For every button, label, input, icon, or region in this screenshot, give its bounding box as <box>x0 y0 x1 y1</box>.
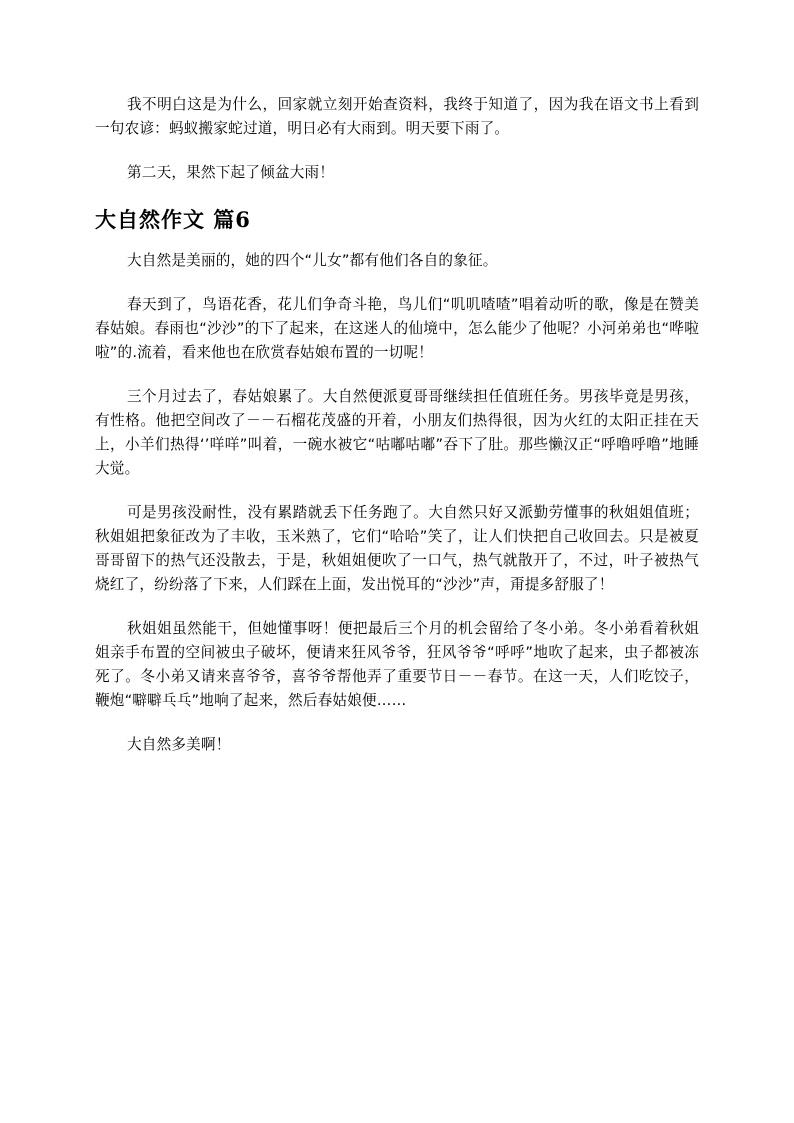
paragraph: 大自然多美啊！ <box>127 736 231 753</box>
document-page <box>95 93 699 777</box>
paragraph: 我不明白这是为什么，回家就立刻开始查资料，我终于知道了，因为我在语文书上看到一句农谚：蚂蚁搬家蛇过道，明日必有大雨到。明天要下雨了。 <box>95 96 699 137</box>
paragraph: 第二天，果然下起了倾盆大雨！ <box>127 164 335 181</box>
paragraph: 可是男孩没耐性，没有累踏就丢下任务跑了。大自然只好又派勤劳懂事的秋姐姐值班；秋姐姐把象征改为了丰收，玉米熟了，它们“哈哈”笑了，让人们快把自己收回去。只是被夏哥哥留下的热气还没散去，于是，秋姐姐便吹了一口气，热气就散开了，不过，叶子被热气烧红了，纷纷落了下来，人们踩在上面，发出悦耳的“沙沙”声，甭提多舒服了！ <box>95 504 699 593</box>
section-title: 大自然作文 篇6 <box>95 207 251 232</box>
paragraph: 秋姐姐虽然能干，但她懂事呀！便把最后三个月的机会留给了冬小弟。冬小弟看着秋姐姐亲手布置的空间被虫子破坏，便请来狂风爷爷，狂风爷爷“呼呼”地吹了起来，虫子都被冻死了。冬小弟又请来喜爷爷，喜爷爷帮他弄了重要节日－－春节。在这一天，人们吃饺子，鞭炮“噼噼乓乓”地响了起来，然后春姑娘便…… <box>95 620 699 709</box>
paragraph: 大自然是美丽的，她的四个“儿女”都有他们各自的象征。 <box>127 252 498 269</box>
paragraph: 春天到了，鸟语花香，花儿们争奇斗艳，鸟儿们“叽叽喳喳”唱着动听的歌，像是在赞美春姑娘。春雨也“沙沙”的下了起来，在这迷人的仙境中，怎么能少了他呢？小河弟弟也“哗啦啦”的.流着，看来他也在欣赏春姑娘布置的一切呢！ <box>95 296 699 361</box>
paragraph: 三个月过去了，春姑娘累了。大自然便派夏哥哥继续担任值班任务。男孩毕竟是男孩，有性格。他把空间改了－－石榴花茂盛的开着，小朋友们热得很，因为火红的太阳正挂在天上，小羊们热得‘’咩咩”叫着，一碗水被它“咕嘟咕嘟”吞下了肚。那些懒汉正“呼噜呼噜”地睡大觉。 <box>95 388 699 477</box>
